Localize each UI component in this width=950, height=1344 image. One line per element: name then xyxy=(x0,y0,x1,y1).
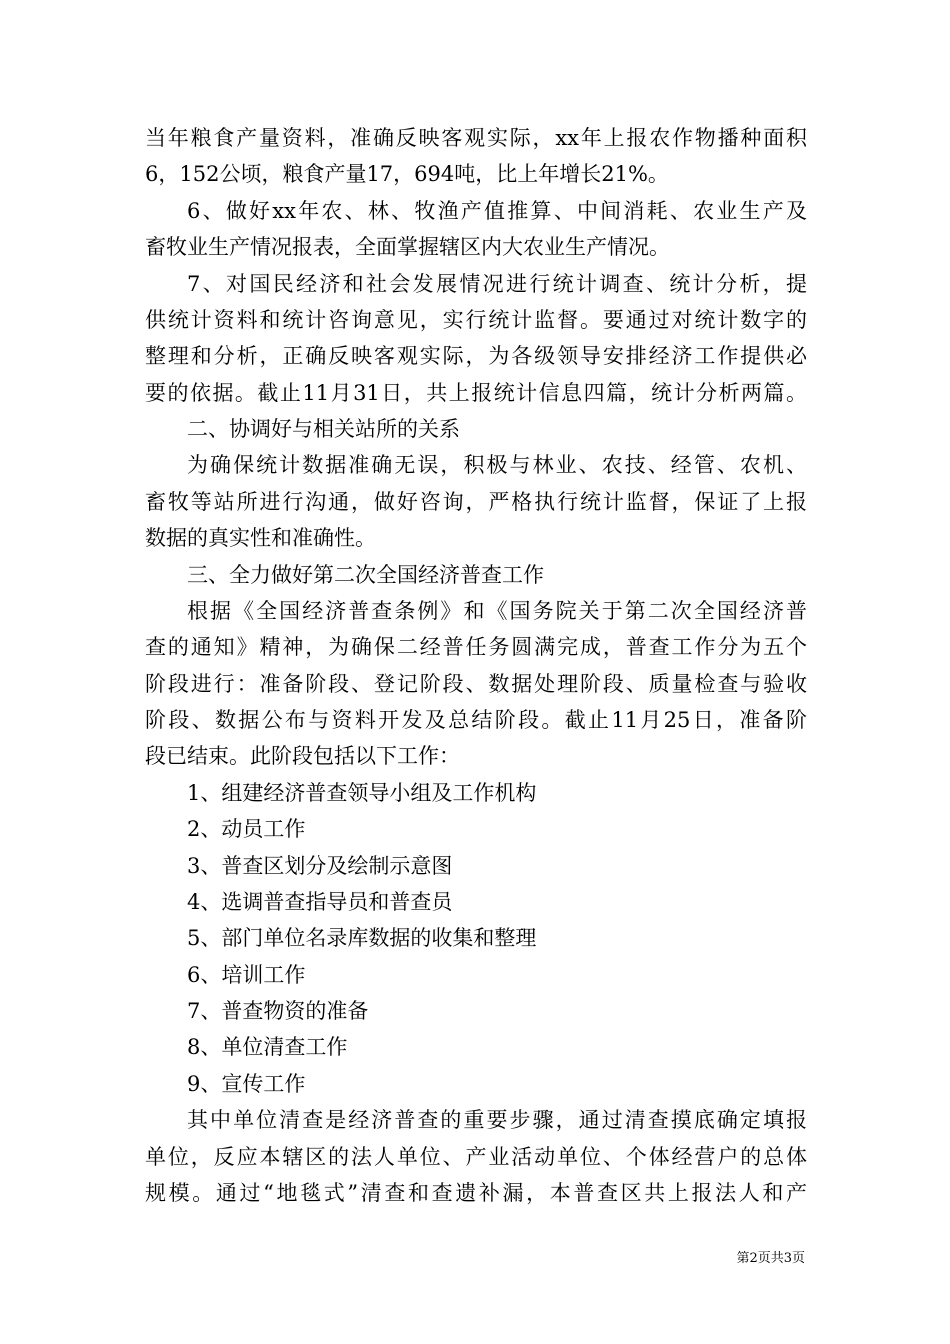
text-line: 供统计资料和统计咨询意见，实行统计监督。要通过对统计数字的 xyxy=(145,307,807,332)
text-line: 阶段进行：准备阶段、登记阶段、数据处理阶段、质量检查与验收 xyxy=(145,671,807,696)
text-line: 5、部门单位名录库数据的收集和整理 xyxy=(187,926,537,951)
text-line: 6、培训工作 xyxy=(187,962,306,987)
text-line: 2、动员工作 xyxy=(187,817,306,842)
text-line: 段已结束。此阶段包括以下工作： xyxy=(145,744,460,769)
text-line: 数据的真实性和准确性。 xyxy=(145,526,376,551)
text-line: 6、做好xx年农、林、牧渔产值推算、中间消耗、农业生产及 xyxy=(187,198,807,223)
text-line: 畜牧等站所进行沟通，做好咨询，严格执行统计监督，保证了上报 xyxy=(145,489,807,514)
text-line: 二、协调好与相关站所的关系 xyxy=(187,417,460,441)
text-line: 3、普查区划分及绘制示意图 xyxy=(187,853,453,878)
text-line: 9、宣传工作 xyxy=(187,1071,306,1096)
page-number: 第2页共3页 xyxy=(736,1251,805,1266)
text-line: 整理和分析，正确反映客观实际，为各级领导安排经济工作提供必 xyxy=(145,344,807,369)
text-line: 规模。通过“地毯式”清查和查遗补漏，本普查区共上报法人和产 xyxy=(145,1180,807,1205)
text-line: 7、普查物资的准备 xyxy=(187,999,369,1023)
text-line: 阶段、数据公布与资料开发及总结阶段。截止11月25日，准备阶 xyxy=(145,708,807,732)
text-line: 当年粮食产量资料，准确反映客观实际，xx年上报农作物播种面积 xyxy=(145,126,807,150)
text-line: 畜牧业生产情况报表，全面掌握辖区内大农业生产情况。 xyxy=(145,235,670,260)
text-line: 单位，反应本辖区的法人单位、产业活动单位、个体经营户的总体 xyxy=(145,1144,807,1169)
text-line: 其中单位清查是经济普查的重要步骤，通过清查摸底确定填报 xyxy=(187,1108,807,1133)
text-line: 6，152公顷，粮食产量17，694吨，比上年增长21%。 xyxy=(145,162,669,187)
text-line: 8、单位清查工作 xyxy=(187,1035,348,1060)
text-line: 要的依据。截止11月31日，共上报统计信息四篇，统计分析两篇。 xyxy=(145,380,807,405)
text-line: 4、选调普查指导员和普查员 xyxy=(187,889,453,914)
text-line: 查的通知》精神，为确保二经普任务圆满完成，普查工作分为五个 xyxy=(145,635,807,660)
text-line: 为确保统计数据准确无误，积极与林业、农技、经管、农机、 xyxy=(187,453,807,478)
text-line: 三、全力做好第二次全国经济普查工作 xyxy=(187,562,544,587)
text-line: 1、组建经济普查领导小组及工作机构 xyxy=(187,780,537,805)
text-line: 7、对国民经济和社会发展情况进行统计调查、统计分析，提 xyxy=(187,271,807,296)
document-body xyxy=(145,120,807,1211)
text-line: 根据《全国经济普查条例》和《国务院关于第二次全国经济普 xyxy=(187,598,807,623)
